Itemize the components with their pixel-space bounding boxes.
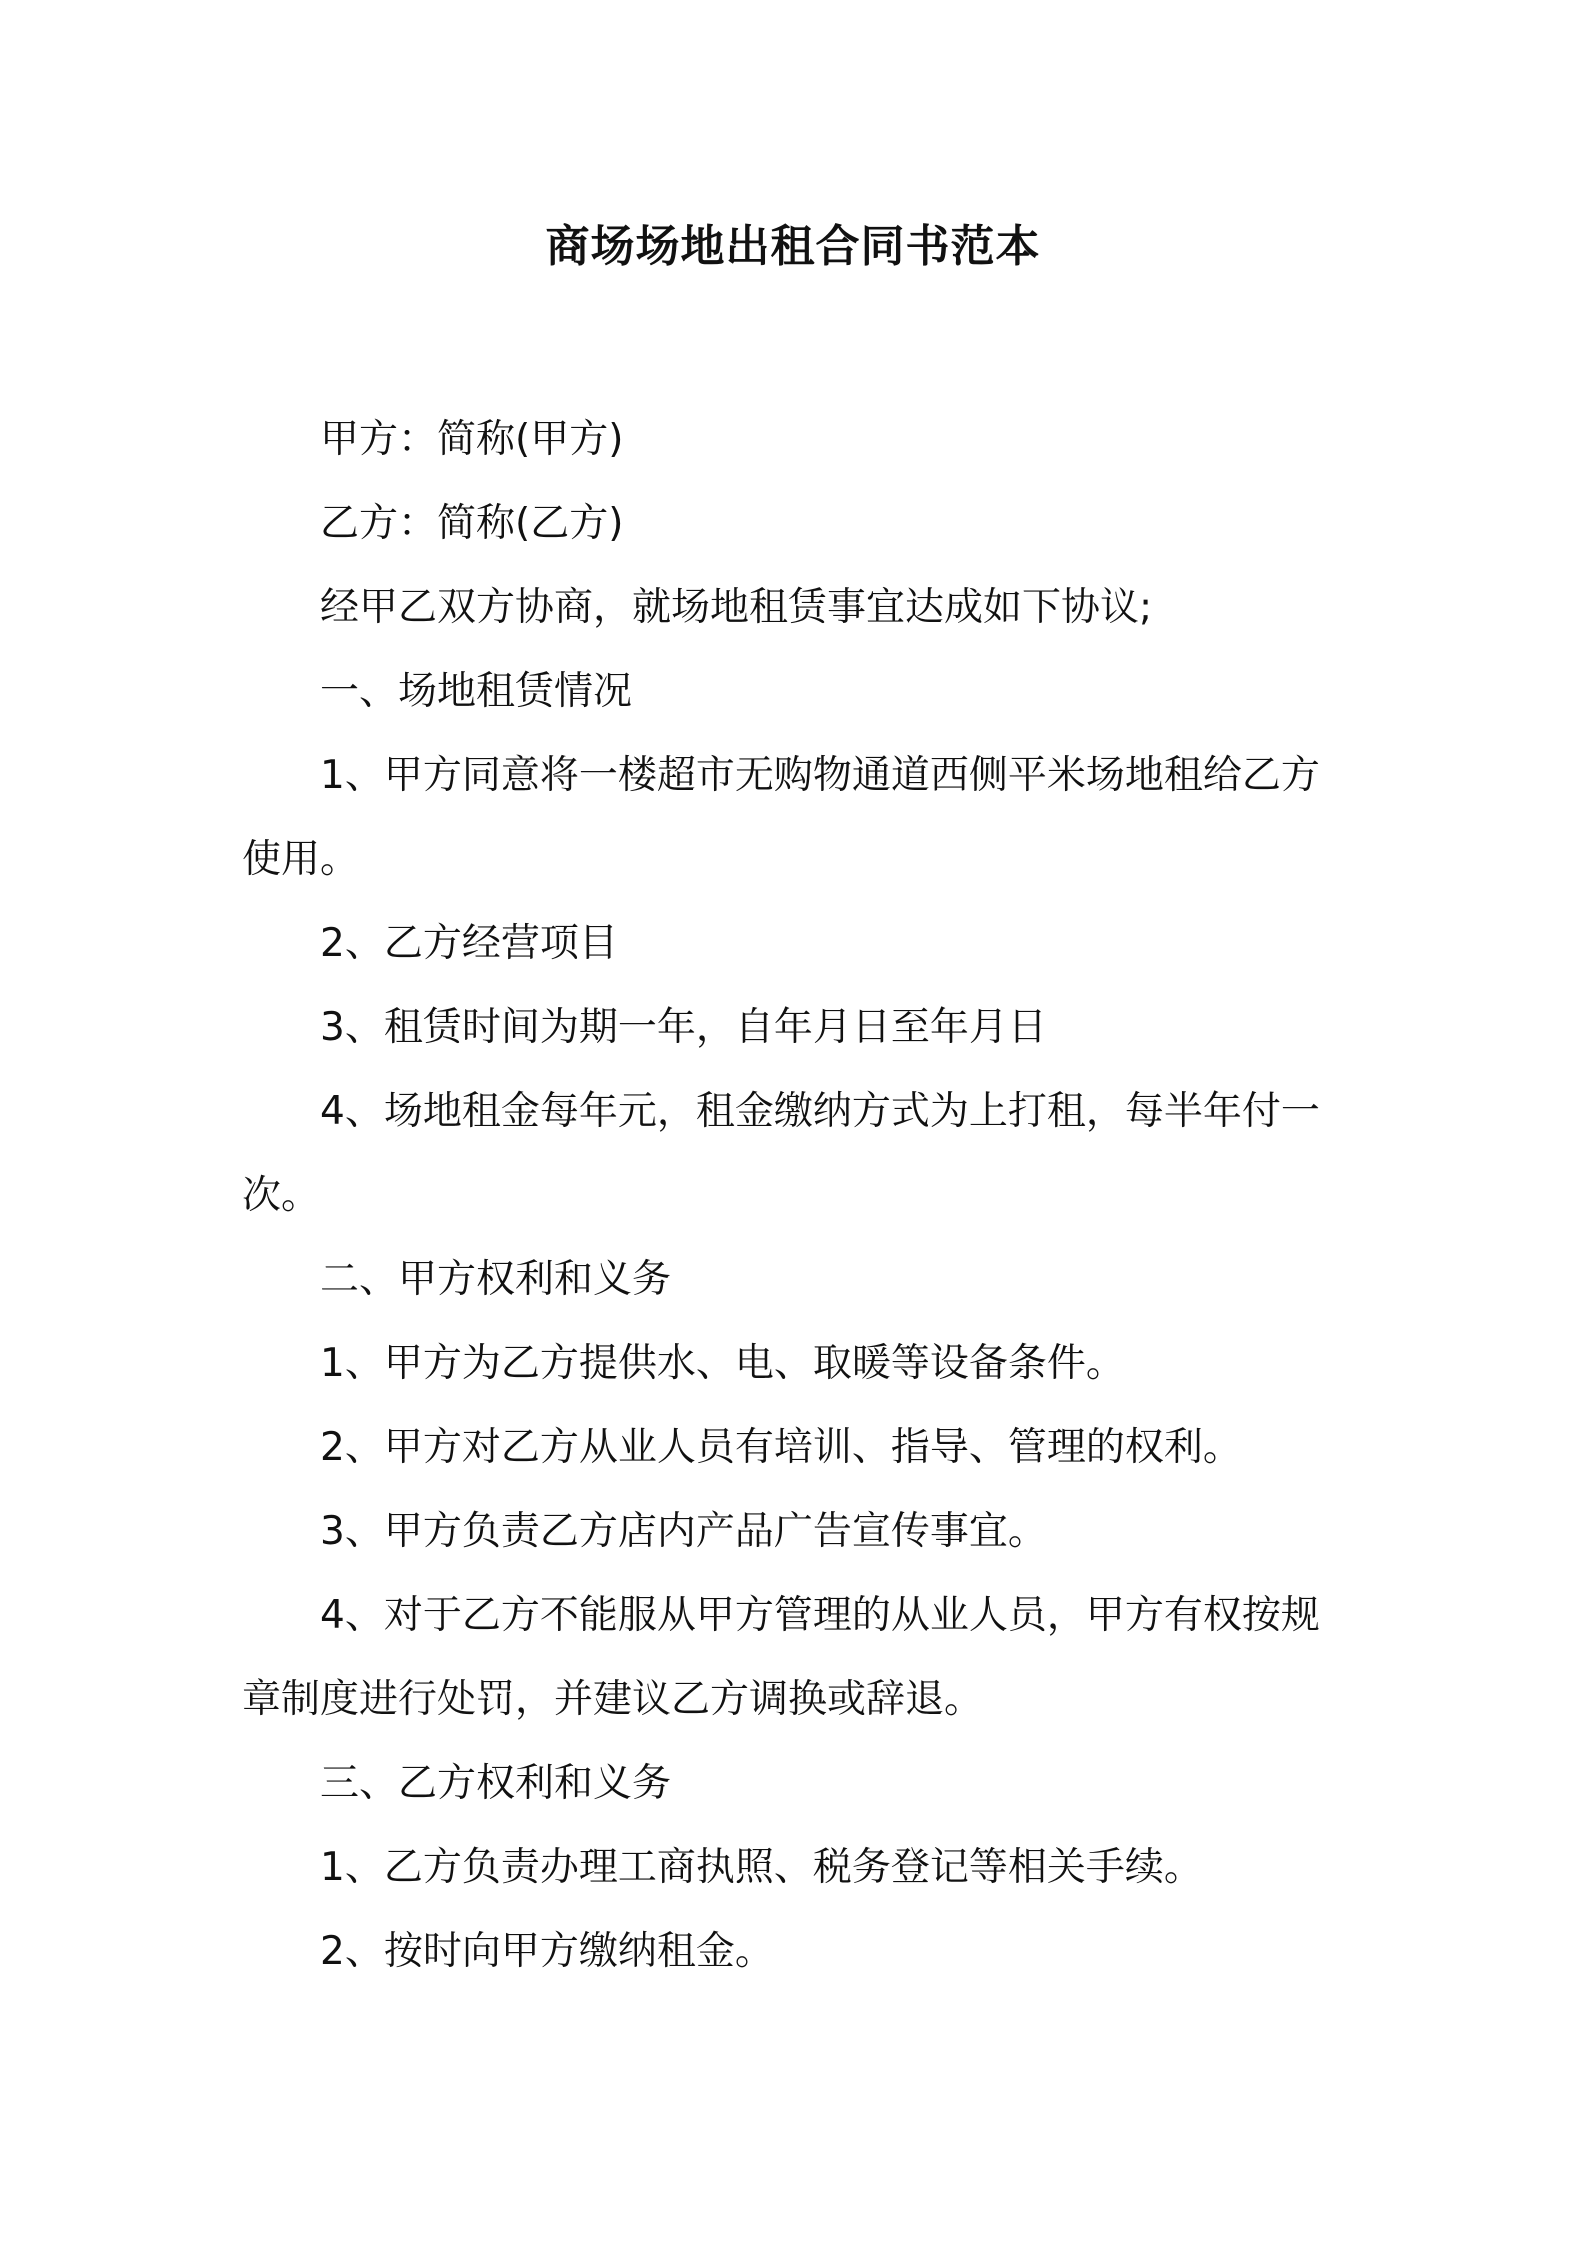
clause-1-4: 4、场地租金每年元，租金缴纳方式为上打租，每半年付一次。 bbox=[242, 1089, 1320, 1218]
clause-2-2: 2、甲方对乙方从业人员有培训、指导、管理的权利。 bbox=[320, 1425, 1242, 1470]
clause-1-2: 2、乙方经营项目 bbox=[320, 921, 618, 966]
section-heading-3: 三、乙方权利和义务 bbox=[320, 1761, 672, 1806]
document-body bbox=[242, 398, 1352, 1994]
document-title: 商场场地出租合同书范本 bbox=[545, 221, 1041, 272]
section-heading-2: 二、甲方权利和义务 bbox=[320, 1257, 672, 1302]
clause-2-3: 3、甲方负责乙方店内产品广告宣传事宜。 bbox=[320, 1509, 1047, 1554]
agreement-intro: 经甲乙双方协商，就场地租赁事宜达成如下协议; bbox=[320, 585, 1153, 630]
clause-1-1: 1、甲方同意将一楼超市无购物通道西侧平米场地租给乙方使用。 bbox=[242, 753, 1320, 882]
clause-2-4: 4、对于乙方不能服从甲方管理的从业人员，甲方有权按规章制度进行处罚，并建议乙方调换或辞退。 bbox=[242, 1593, 1320, 1722]
party-a-line: 甲方：简称(甲方) bbox=[320, 417, 624, 462]
clause-1-3: 3、租赁时间为期一年，自年月日至年月日 bbox=[320, 1005, 1047, 1050]
clause-3-2: 2、按时向甲方缴纳租金。 bbox=[320, 1929, 774, 1974]
party-b-line: 乙方：简称(乙方) bbox=[320, 501, 624, 546]
clause-2-1: 1、甲方为乙方提供水、电、取暖等设备条件。 bbox=[320, 1341, 1125, 1386]
clause-3-1: 1、乙方负责办理工商执照、税务登记等相关手续。 bbox=[320, 1845, 1203, 1890]
section-heading-1: 一、场地租赁情况 bbox=[320, 669, 633, 714]
